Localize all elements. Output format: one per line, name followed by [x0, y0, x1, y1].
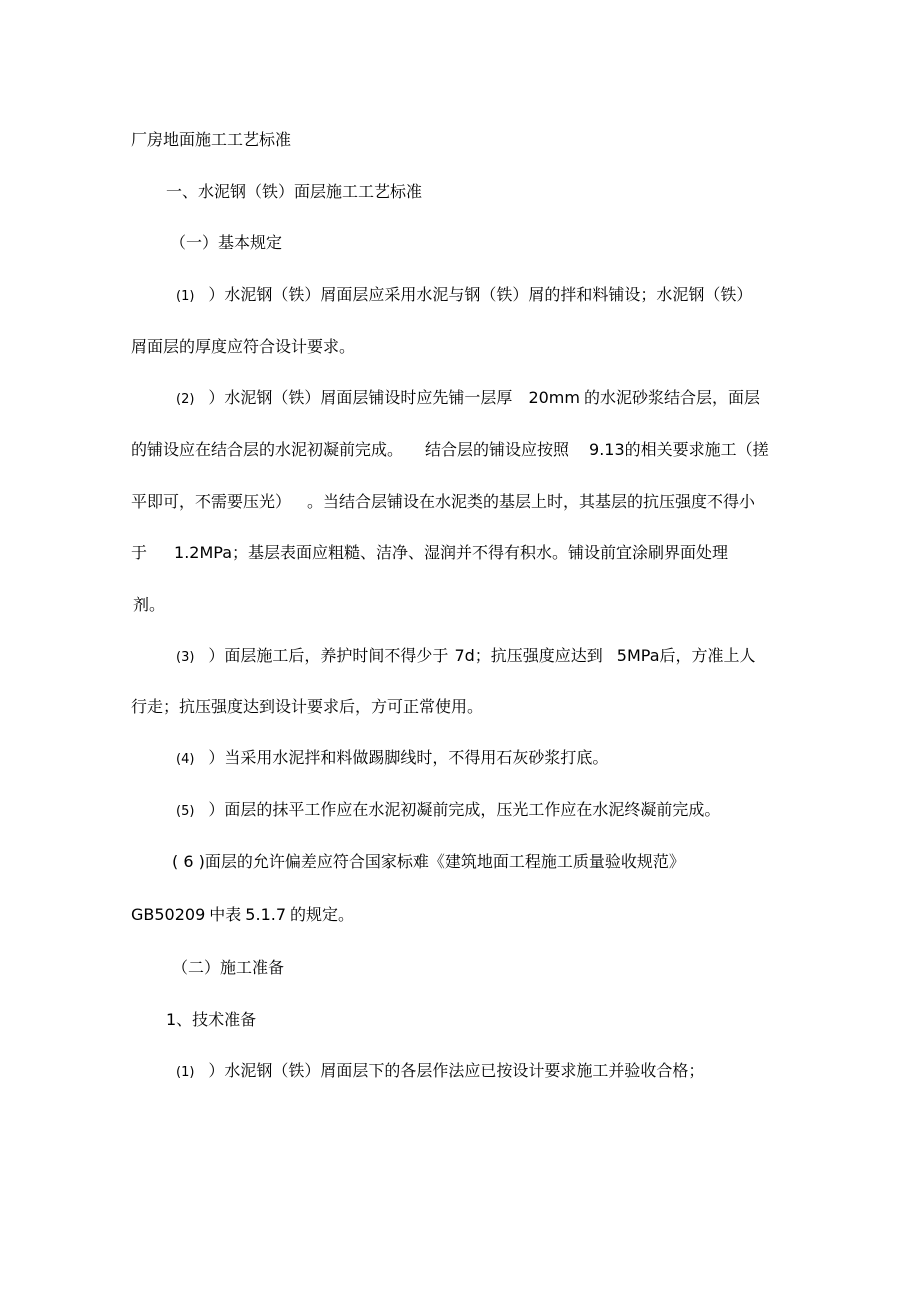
paragraph-text: GB50209 [131, 905, 206, 924]
paragraph-text: ；抗压强度应达到 [474, 646, 603, 665]
paragraph-text: 于 [131, 543, 148, 562]
paragraph-text: 的铺设应在结合层的水泥初凝前完成。 [131, 440, 404, 459]
paragraph-text: 5MPa [616, 646, 660, 665]
subsection-heading: （一）基本规定 [170, 233, 283, 252]
item-number: (5) [176, 804, 195, 819]
paragraph-text: ）面层的抹平工作应在水泥初凝前完成，压光工作应在水泥终凝前完成。 [208, 800, 721, 819]
paragraph-text: 的规定。 [290, 905, 355, 924]
paragraph-5 [176, 800, 720, 822]
item-number: (1) [176, 1065, 195, 1080]
section-heading: 一、水泥钢（铁）面层施工工艺标准 [166, 182, 423, 201]
paragraph-text: 中表 [209, 905, 242, 924]
item-number: (2) [176, 392, 195, 407]
paragraph-2-line-3 [131, 492, 755, 512]
item-number: (1) [176, 289, 195, 304]
paragraph-text: ）当采用水泥拌和料做踢脚线时，不得用石灰砂浆打底。 [208, 748, 609, 767]
paragraph-1-line-1 [176, 285, 752, 307]
paragraph-2-line-2 [131, 440, 769, 460]
paragraph-4 [176, 748, 608, 770]
paragraph-text: 20mm [528, 388, 580, 407]
paragraph-text: 1.2MPa [174, 543, 232, 562]
paragraph-2-line-1 [176, 388, 760, 410]
paragraph-2-line-4 [131, 543, 728, 563]
paragraph-text: ；基层表面应粗糙、洁净、湿润并不得有积水。铺设前宜涂刷界面处理 [232, 543, 729, 562]
paragraph-text: 的相关要求施工（搓 [624, 440, 769, 459]
paragraph-text: 面层的允许偏差应符合国家标难《建筑地面工程施工质量验收规范》 [204, 852, 685, 871]
item-number: ( 6 ) [172, 852, 205, 871]
paragraph-text: ）水泥钢（铁）屑面层应采用水泥与钢（铁）屑的拌和料铺设；水泥钢（铁） [208, 285, 753, 304]
paragraph-3-line-2: 行走；抗压强度达到设计要求后，方可正常使用。 [131, 697, 484, 716]
paragraph-3-line-1 [176, 646, 756, 668]
paragraph-6-line-2 [131, 905, 354, 925]
paragraph-text: 5.1.7 [245, 905, 287, 924]
paragraph-1-line-2: 屑面层的厚度应符合设计要求。 [131, 337, 356, 356]
paragraph-2-line-5: 剂。 [133, 595, 166, 614]
subsection-heading-2: （二）施工准备 [172, 958, 285, 977]
item-number: (4) [176, 752, 195, 767]
item-number: (3) [176, 650, 195, 665]
paragraph-text: 平即可，不需要压光） [131, 492, 284, 511]
paragraph-text: 。当结合层铺设在水泥类的基层上时，其基层的抗压强度不得小 [307, 492, 756, 511]
paragraph-text: 的水泥砂浆结合层，面层 [583, 388, 760, 407]
paragraph-text: 9.13 [589, 440, 625, 459]
paragraph-text: 后，方准上人 [659, 646, 756, 665]
paragraph-7 [176, 1061, 704, 1083]
paragraph-text: ）水泥钢（铁）屑面层铺设时应先铺一层厚 [208, 388, 513, 407]
paragraph-text: 结合层的铺设应按照 [425, 440, 570, 459]
paragraph-6-line-1 [172, 852, 685, 872]
paragraph-text: ）面层施工后，养护时间不得少于 [208, 646, 449, 665]
paragraph-text: ）水泥钢（铁）屑面层下的各层作法应已按设计要求施工并验收合格； [208, 1061, 705, 1080]
paragraph-text: 7d [454, 646, 475, 665]
sub-subsection-heading: 1、技术准备 [166, 1010, 257, 1029]
document-title: 厂房地面施工工艺标准 [131, 130, 292, 149]
